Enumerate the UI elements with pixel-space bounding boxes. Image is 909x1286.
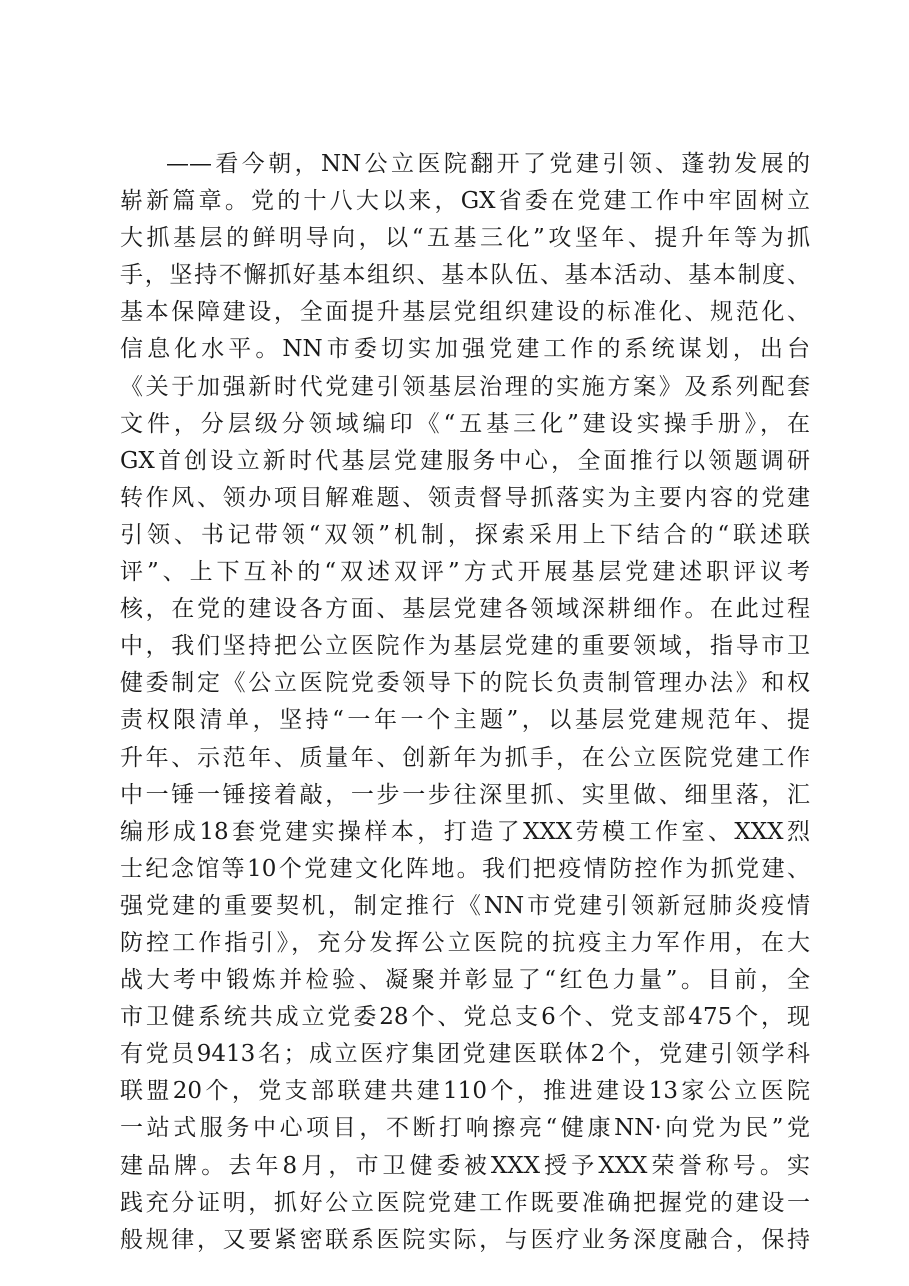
paragraph-line: 中一锤一锤接着敲，一步一步往深里抓、实里做、细里落，汇: [120, 781, 810, 808]
paragraph-line: 升年、示范年、质量年、创新年为抓手，在公立医院党建工作: [120, 744, 810, 771]
paragraph-line: 大抓基层的鲜明导向，以“五基三化”攻坚年、提升年等为抓: [120, 225, 810, 252]
paragraph-line: 般规律，又要紧密联系医院实际，与医疗业务深度融合，保持: [120, 1226, 810, 1253]
paragraph-line: 联盟20个，党支部联建共建110个，推进建设13家公立医院: [120, 1078, 810, 1105]
paragraph-line: 防控工作指引》，充分发挥公立医院的抗疫主力军作用，在大: [120, 929, 810, 956]
paragraph-line: 转作风、领办项目解难题、领责督导抓落实为主要内容的党建: [120, 484, 810, 511]
paragraph-line: 文件，分层级分领域编印《“五基三化”建设实操手册》，在: [120, 410, 810, 437]
paragraph-line: 一站式服务中心项目，不断打响擦亮“健康NN·向党为民”党: [120, 1115, 810, 1142]
paragraph-line: 核，在党的建设各方面、基层党建各领域深耕细作。在此过程: [120, 596, 810, 623]
paragraph-line: 编形成18套党建实操样本，打造了XXX劳模工作室、XXX烈: [120, 818, 810, 845]
paragraph-line: GX首创设立新时代基层党建服务中心，全面推行以领题调研: [120, 447, 810, 474]
paragraph-line: 战大考中锻炼并检验、凝聚并彰显了“红色力量”。目前，全: [120, 967, 810, 994]
paragraph-line: 强党建的重要契机，制定推行《NN市党建引领新冠肺炎疫情: [120, 892, 810, 919]
paragraph-line: 信息化水平。NN市委切实加强党建工作的系统谋划，出台: [120, 336, 810, 363]
paragraph-line: 士纪念馆等10个党建文化阵地。我们把疫情防控作为抓党建、: [120, 855, 810, 882]
paragraph-line: ——看今朝，NN公立医院翻开了党建引领、蓬勃发展的: [166, 151, 810, 177]
paragraph-line: 有党员9413名；成立医疗集团党建医联体2个，党建引领学科: [120, 1041, 810, 1068]
paragraph-line: 责权限清单，坚持“一年一个主题”，以基层党建规范年、提: [120, 707, 810, 734]
paragraph-line: 践充分证明，抓好公立医院党建工作既要准确把握党的建设一: [120, 1189, 810, 1216]
body-paragraph: [120, 146, 810, 1259]
paragraph-line: 健委制定《公立医院党委领导下的院长负责制管理办法》和权: [120, 670, 810, 697]
paragraph-line: 评”、上下互补的“双述双评”方式开展基层党建述职评议考: [120, 559, 810, 586]
paragraph-line: 中，我们坚持把公立医院作为基层党建的重要领域，指导市卫: [120, 633, 810, 660]
paragraph-line: 建品牌。去年8月，市卫健委被XXX授予XXX荣誉称号。实: [120, 1152, 810, 1179]
paragraph-line: 引领、书记带领“双领”机制，探索采用上下结合的“联述联: [120, 521, 810, 548]
paragraph-line: 《关于加强新时代党建引领基层治理的实施方案》及系列配套: [120, 373, 810, 400]
paragraph-line: 崭新篇章。党的十八大以来，GX省委在党建工作中牢固树立: [120, 188, 810, 215]
paragraph-line: 市卫健系统共成立党委28个、党总支6个、党支部475个，现: [120, 1004, 810, 1031]
paragraph-line: 手，坚持不懈抓好基本组织、基本队伍、基本活动、基本制度、: [120, 262, 810, 289]
paragraph-line: 基本保障建设，全面提升基层党组织建设的标准化、规范化、: [120, 299, 810, 326]
